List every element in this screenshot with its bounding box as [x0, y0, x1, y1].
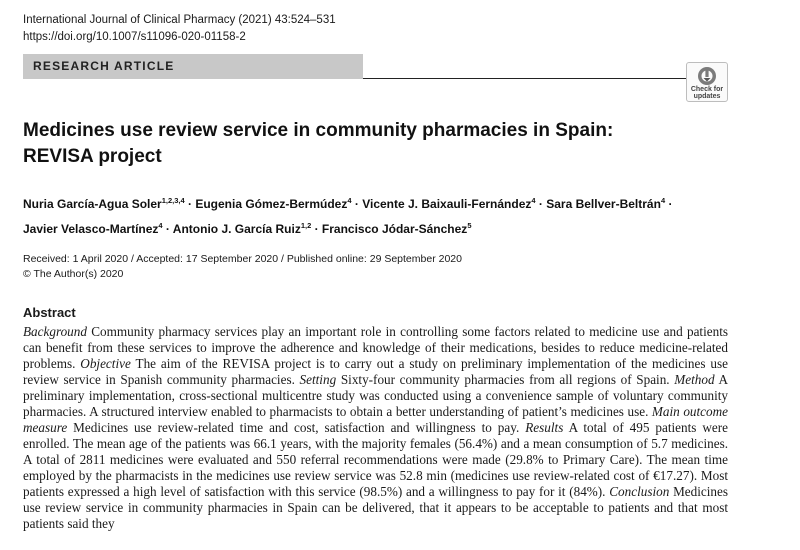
author-name[interactable]: Antonio J. García Ruiz — [172, 222, 301, 236]
abstract-method: A preliminary implementation, cross-sectional multicentre study was conducted using a convenience sample of voluntary community pharmacies. A structured interview enabled to pharmacists to obtain a better understanding of patient’s medicines use. — [23, 372, 729, 419]
abstract-label-method: Method — [674, 372, 715, 387]
author-affiliation: 1,2,3,4 — [161, 196, 185, 205]
title-line-2: REVISA project — [23, 146, 162, 167]
author-name[interactable]: Nuria García-Agua Soler — [23, 197, 162, 211]
author-affiliation: 5 — [467, 221, 472, 230]
abstract-objective: The aim of the REVISA project is to carry out a study on preliminary implementation of the medicines use review service in Spanish community pharmacies. — [23, 356, 728, 387]
journal-header — [23, 12, 336, 46]
abstract-results: A total of 495 patients were enrolled. The mean age of the patients was 66.1 years, with the majority females (56.4%) and a mean consumption of 5.7 medicines. A total of 2811 medicines were evaluated and 550 referral recommendations were made (29.8% to Primary Care). The mean time employed by the pharmacists in the medicines use review service was 52.8 min (medicines use review-related cost of €17.27). Most patients expressed a high level of satisfaction with this service (98.5%) and a willingness to pay for it (84%). — [23, 420, 728, 499]
journal-citation: International Journal of Clinical Pharmacy (2021) 43:524–531 — [23, 14, 336, 26]
author-name[interactable]: Francisco Jódar-Sánchez — [321, 222, 468, 236]
abstract-conclusion: Medicines use review service in community pharmacies in Spain can be delivered, that it appears to be acceptable to patients and that most patients said they — [23, 484, 728, 531]
author-affiliation: 4 — [158, 221, 163, 230]
author-affiliation: 4 — [531, 196, 536, 205]
copyright-notice: © The Author(s) 2020 — [23, 268, 124, 280]
abstract-label-background: Background — [23, 324, 87, 339]
author-separator: · — [184, 197, 196, 211]
check-text-2: updates — [693, 93, 721, 100]
author-name[interactable]: Sara Bellver-Beltrán — [546, 197, 661, 211]
header-rule — [363, 78, 728, 79]
abstract-background: Community pharmacy services play an important role in controlling some factors related to medicine use and patients can benefit from these services to improve the adherence and knowledge of their medications, besides to reduce medicine-related problems. — [23, 324, 728, 371]
title-line-1: Medicines use review service in community pharmacies in Spain: — [23, 120, 614, 141]
abstract-body — [23, 324, 728, 532]
check-for-updates-badge[interactable] — [686, 62, 728, 102]
author-affiliation: 4 — [347, 196, 352, 205]
author-separator: · — [665, 197, 673, 211]
author-affiliation: 1,2 — [300, 221, 312, 230]
author-name[interactable]: Vicente J. Baixauli-Fernández — [362, 197, 532, 211]
received-accepted-published: Received: 1 April 2020 / Accepted: 17 September 2020 / Published online: 29 September 2020 — [23, 253, 462, 265]
abstract-heading: Abstract — [23, 305, 76, 320]
author-name[interactable]: Eugenia Gómez-Bermúdez — [195, 197, 348, 211]
crossmark-icon — [697, 66, 717, 86]
check-text-1: Check for — [690, 86, 724, 93]
author-separator: · — [162, 222, 173, 236]
article-type-banner — [23, 54, 363, 79]
article-type-label: RESEARCH ARTICLE — [33, 59, 175, 73]
author-affiliation: 4 — [660, 196, 666, 205]
author-separator: · — [535, 197, 547, 211]
author-separator: · — [351, 197, 363, 211]
abstract-label-conclusion: Conclusion — [609, 484, 670, 499]
abstract-label-outcome: Main outcome measure — [23, 404, 728, 435]
author-separator: · — [311, 222, 322, 236]
author-name[interactable]: Javier Velasco-Martínez — [23, 222, 159, 236]
abstract-label-results: Results — [525, 420, 564, 435]
article-title — [23, 118, 723, 170]
abstract-label-objective: Objective — [80, 356, 131, 371]
author-list — [23, 190, 743, 240]
abstract-label-setting: Setting — [299, 372, 337, 387]
doi-link[interactable]: https://doi.org/10.1007/s11096-020-01158-2 — [23, 31, 246, 43]
abstract-setting: Sixty-four community pharmacies from all regions of Spain. — [336, 372, 675, 387]
publication-dates — [23, 252, 462, 282]
abstract-outcome: Medicines use review-related time and cost, satisfaction and willingness to pay. — [67, 420, 526, 435]
